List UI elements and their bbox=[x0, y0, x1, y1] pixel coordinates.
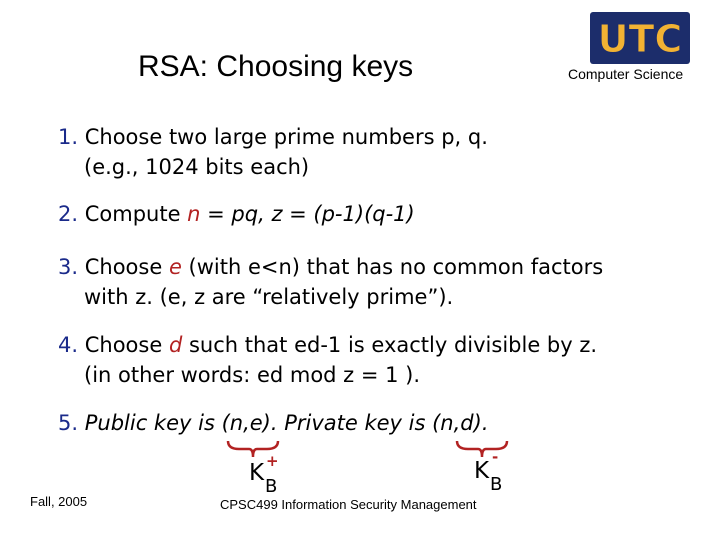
step-number: 2. bbox=[58, 202, 79, 226]
step-text-line2: (e.g., 1024 bits each) bbox=[84, 155, 310, 179]
logo-text: UTC bbox=[597, 17, 683, 61]
step-text: Compute bbox=[84, 202, 188, 226]
step-3 bbox=[58, 252, 603, 312]
step-number: 1. bbox=[58, 125, 79, 149]
key-subscript: B bbox=[265, 476, 278, 497]
key-superscript: + bbox=[266, 452, 279, 470]
key-superscript: - bbox=[492, 448, 499, 466]
step-text-mid: . Private key is bbox=[270, 411, 433, 435]
step-4 bbox=[58, 330, 597, 390]
footer-date: Fall, 2005 bbox=[30, 494, 88, 509]
footer-course: CPSC499 Information Security Management bbox=[220, 497, 477, 512]
step-text-line2: with z. (e, z are “relatively prime”). bbox=[84, 285, 454, 309]
variable-e: e bbox=[168, 255, 182, 279]
step-5 bbox=[58, 408, 489, 438]
variable-n: n bbox=[187, 202, 201, 226]
step-number: 3. bbox=[58, 255, 79, 279]
public-key-pair: (n,e) bbox=[221, 411, 271, 435]
step-text: Public key is bbox=[84, 411, 222, 435]
step-text-rest: = pq, z = (p-1)(q-1) bbox=[200, 202, 415, 226]
variable-d: d bbox=[168, 333, 183, 357]
private-key-pair: (n,d) bbox=[432, 411, 482, 435]
step-1 bbox=[58, 122, 488, 182]
step-text: Choose bbox=[84, 255, 169, 279]
step-text-rest: (with e<n) that has no common factors bbox=[181, 255, 604, 279]
step-2 bbox=[58, 199, 415, 229]
step-text: Choose bbox=[84, 333, 169, 357]
utc-logo bbox=[590, 12, 690, 64]
step-text-rest: such that ed-1 is exactly divisible by z. bbox=[182, 333, 598, 357]
slide-title: RSA: Choosing keys bbox=[138, 50, 414, 83]
key-base: K bbox=[474, 458, 490, 484]
key-subscript: B bbox=[490, 474, 503, 495]
step-text-end: . bbox=[481, 411, 489, 435]
step-text-line2: (in other words: ed mod z = 1 ). bbox=[84, 363, 421, 387]
step-text: Choose two large prime numbers p, q. bbox=[84, 125, 488, 149]
step-number: 4. bbox=[58, 333, 79, 357]
key-base: K bbox=[249, 460, 265, 486]
department-label: Computer Science bbox=[568, 66, 684, 82]
step-number: 5. bbox=[58, 411, 79, 435]
